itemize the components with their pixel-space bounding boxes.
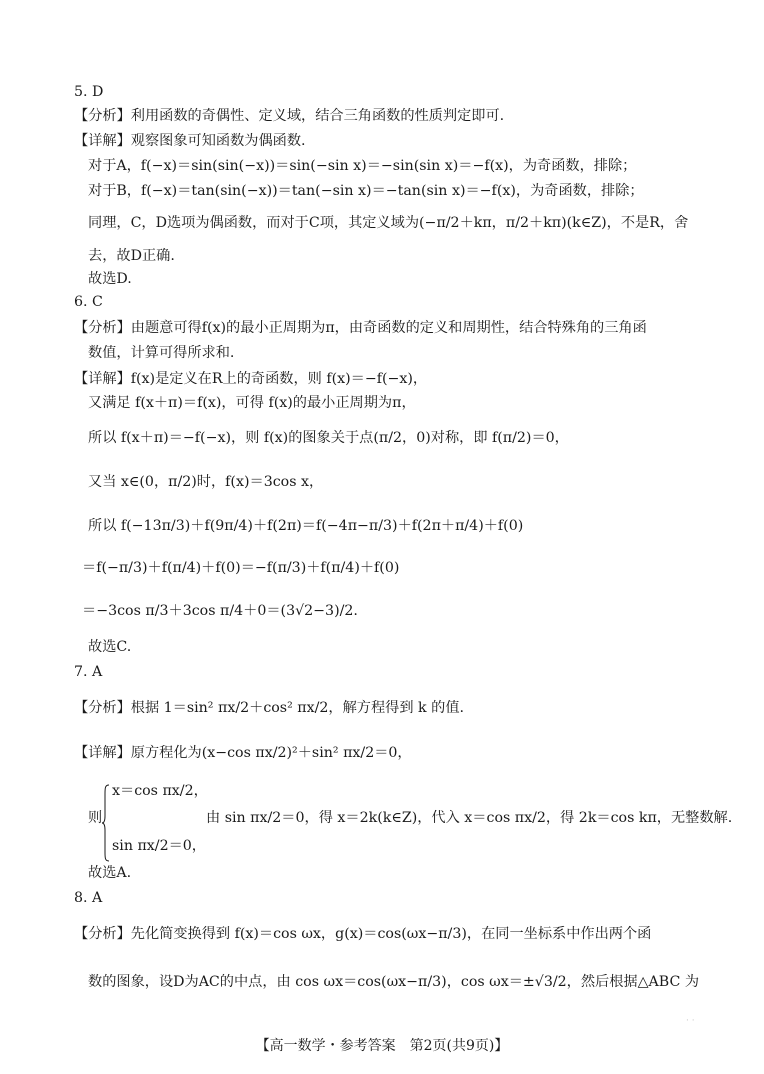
solution-line: 对于A，f(−x)＝sin(sin(−x))＝sin(−sin x)＝−sin(sin x)＝−f(x)，为奇函数，排除； (88, 158, 637, 174)
solution-line: 又当 x∈(0，π/2)时，f(x)＝3cos x， (88, 474, 324, 490)
detail-line: 【详解】观察图象可知函数为偶函数. (74, 133, 306, 149)
analysis-line: 【分析】先化简变换得到 f(x)＝cos ωx，g(x)＝cos(ωx−π/3)，在同一坐标系中作出两个函 (74, 926, 652, 942)
problem-number: 5. D (74, 84, 104, 100)
system-prefix: 则 (88, 810, 103, 826)
solution-line: 又满足 f(x＋π)＝f(x)，可得 f(x)的最小正周期为π， (88, 395, 416, 411)
problem-number: 6. C (74, 294, 103, 310)
solution-line: 所以 f(x＋π)＝−f(−x)，则 f(x)的图象关于点(π/2，0)对称，即 f(π/2)＝0， (88, 430, 569, 446)
analysis-line: 【分析】根据 1＝sin² πx/2＋cos² πx/2，解方程得到 k 的值. (74, 700, 465, 716)
solution-line: 同理，C，D选项为偶函数，而对于C项，其定义域为(−π/2＋kπ，π/2＋kπ)(k∈Z)，不是R，舍 (88, 215, 689, 231)
system-equation-top: x＝cos πx/2， (112, 783, 208, 799)
conclusion-line: 故选D. (88, 271, 132, 287)
analysis-line: 数值，计算可得所求和. (88, 345, 235, 361)
problem-number: 7. A (74, 664, 103, 680)
system-equation-bottom: sin πx/2＝0， (112, 838, 206, 854)
solution-line: ＝f(−π/3)＋f(π/4)＋f(0)＝−f(π/3)＋f(π/4)＋f(0) (82, 560, 400, 576)
solution-line: 所以 f(−13π/3)＋f(9π/4)＋f(2π)＝f(−4π−π/3)＋f(2π＋π/4)＋f(0) (88, 518, 524, 534)
corner-mark: · · (686, 1016, 695, 1026)
conclusion-line: 故选A. (88, 865, 132, 881)
detail-line: 【详解】f(x)是定义在R上的奇函数，则 f(x)＝−f(−x)， (74, 371, 428, 387)
detail-line: 【详解】原方程化为(x−cos πx/2)²＋sin² πx/2＝0， (74, 745, 412, 761)
solution-line: 对于B，f(−x)＝tan(sin(−x))＝tan(−sin x)＝−tan(sin x)＝−f(x)，为奇函数，排除； (88, 183, 644, 199)
solution-line: 去，故D正确. (88, 248, 175, 264)
solution-line: ＝−3cos π/3＋3cos π/4＋0＝(3√2−3)/2. (82, 603, 358, 619)
analysis-line: 【分析】利用函数的奇偶性、定义域，结合三角函数的性质判定即可. (74, 108, 505, 124)
conclusion-line: 故选C. (88, 639, 132, 655)
solution-line: 由 sin πx/2＝0，得 x＝2k(k∈Z)，代入 x＝cos πx/2，得 2k＝cos kπ，无整数解. (206, 810, 733, 826)
analysis-line: 【分析】由题意可得f(x)的最小正周期为π，由奇函数的定义和周期性，结合特殊角的三角函 (74, 320, 647, 336)
analysis-line: 数的图象，设D为AC的中点，由 cos ωx＝cos(ωx−π/3)，cos ωx＝±√3/2，然后根据△ABC 为 (88, 974, 700, 990)
page-footer: 【高一数学・参考答案 第2页(共9页)】 (255, 1038, 509, 1054)
problem-number: 8. A (74, 890, 103, 906)
